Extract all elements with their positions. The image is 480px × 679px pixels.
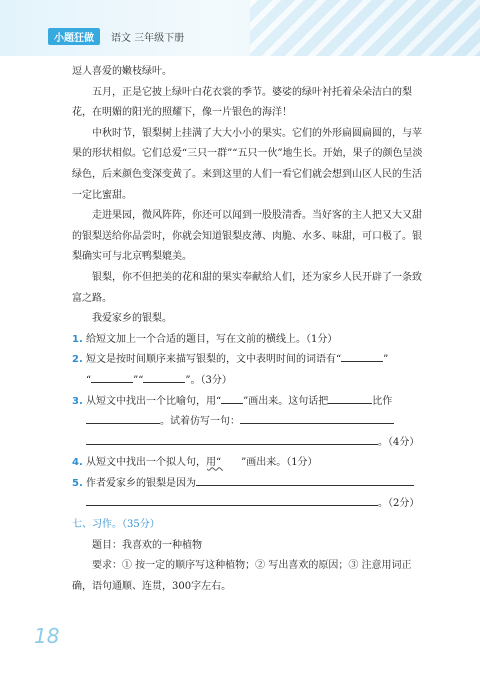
- section-7: [72, 515, 428, 536]
- answer-blank[interactable]: [91, 371, 133, 383]
- question-text: ”: [383, 354, 389, 366]
- book-title: 语文 三年级下册: [111, 33, 185, 44]
- series-badge: 小题狂做: [48, 28, 100, 45]
- page-header: [0, 0, 480, 56]
- passage-paragraph: 逗人喜爱的嫩枝绿叶。: [72, 66, 172, 77]
- question-3: [72, 392, 428, 454]
- passage-paragraph: 五月，正是它披上绿叶白花衣裳的季节。婆娑的绿叶衬托着朵朵洁白的梨花，在明媚的阳光的照耀下，像一片银色的海洋！: [72, 86, 412, 119]
- answer-blank[interactable]: [328, 392, 372, 404]
- question-number: 4.: [72, 457, 83, 469]
- question-text: 给短文加上一个合适的题目，写在文前的横线上。（1分）: [85, 333, 338, 345]
- question-1: [72, 330, 428, 351]
- passage-paragraph: 银梨，你不但把美的花和甜的果实奉献给人们，还为家乡人民开辟了一条致富之路。: [72, 271, 422, 304]
- answer-blank[interactable]: [196, 474, 414, 486]
- answer-blank[interactable]: [341, 350, 383, 362]
- question-2: [72, 350, 428, 391]
- question-text: 作者爱家乡的银梨是因为: [85, 477, 196, 489]
- answer-blank[interactable]: [143, 371, 185, 383]
- question-text: ”。（3分）: [185, 374, 232, 386]
- answer-blank[interactable]: [86, 494, 378, 506]
- question-number: 2.: [72, 354, 83, 366]
- wavy-underline-mark: [221, 453, 241, 462]
- question-text: 。（2分）: [378, 498, 420, 510]
- question-text: 短文是按时间顺序来描写银梨的，文中表明时间的词语有“: [85, 354, 342, 366]
- question-text: ”“: [133, 374, 144, 386]
- answer-blank[interactable]: [86, 433, 378, 445]
- passage-paragraph: 中秋时节，银梨树上挂满了大大小小的果实。它们的外形扁圆扁圆的，与苹果的形状相似。它们总爱“三只一群”“五只一伙”地生长。开始，果子的颜色呈淡绿色，后来颜色变深变黄了。来到这里的人们一看它们就会想到山区人民的生活一定比蜜甜。: [72, 127, 423, 201]
- question-text: ”画出来。这句话把: [243, 395, 329, 407]
- answer-blank[interactable]: [86, 412, 160, 424]
- page-number: 18: [34, 624, 60, 648]
- header-decoration: [250, 0, 480, 56]
- question-4: [72, 453, 428, 474]
- question-text: ”画出来。（1分）: [241, 457, 318, 469]
- passage-paragraph: 我爱家乡的银梨。: [92, 313, 172, 325]
- question-text: “: [86, 374, 92, 386]
- section-title: 七、习作。（35分）: [72, 519, 160, 531]
- underline-mark: [221, 392, 243, 404]
- question-text: 从短文中找出一个比喻句，用“: [85, 395, 222, 407]
- question-text: 从短文中找出一个拟人句，用“: [85, 457, 222, 469]
- page-content: [72, 62, 428, 597]
- essay-topic: 题目：我喜欢的一种植物: [92, 539, 202, 551]
- question-number: 3.: [72, 395, 83, 407]
- question-number: 5.: [72, 477, 83, 489]
- question-5: [72, 474, 428, 515]
- question-number: 1.: [72, 333, 83, 345]
- passage-paragraph: 走进果园，微风阵阵，你还可以闻到一股股清香。当好客的主人把又大又甜的银梨送给你品尝时，你就会知道银梨皮薄、肉脆、水多、味甜，可口极了。银梨确实可与北京鸭梨媲美。: [72, 210, 422, 263]
- essay-requirements: 要求：① 按一定的顺序写这种植物；② 写出喜欢的原因；③ 注意用词正确，语句通顺、连贯，300字左右。: [72, 560, 412, 592]
- question-text: 。试着仿写一句：: [160, 416, 240, 428]
- question-text: 。（4分）: [378, 436, 420, 448]
- answer-blank[interactable]: [240, 412, 394, 424]
- question-text: 比作: [372, 395, 393, 407]
